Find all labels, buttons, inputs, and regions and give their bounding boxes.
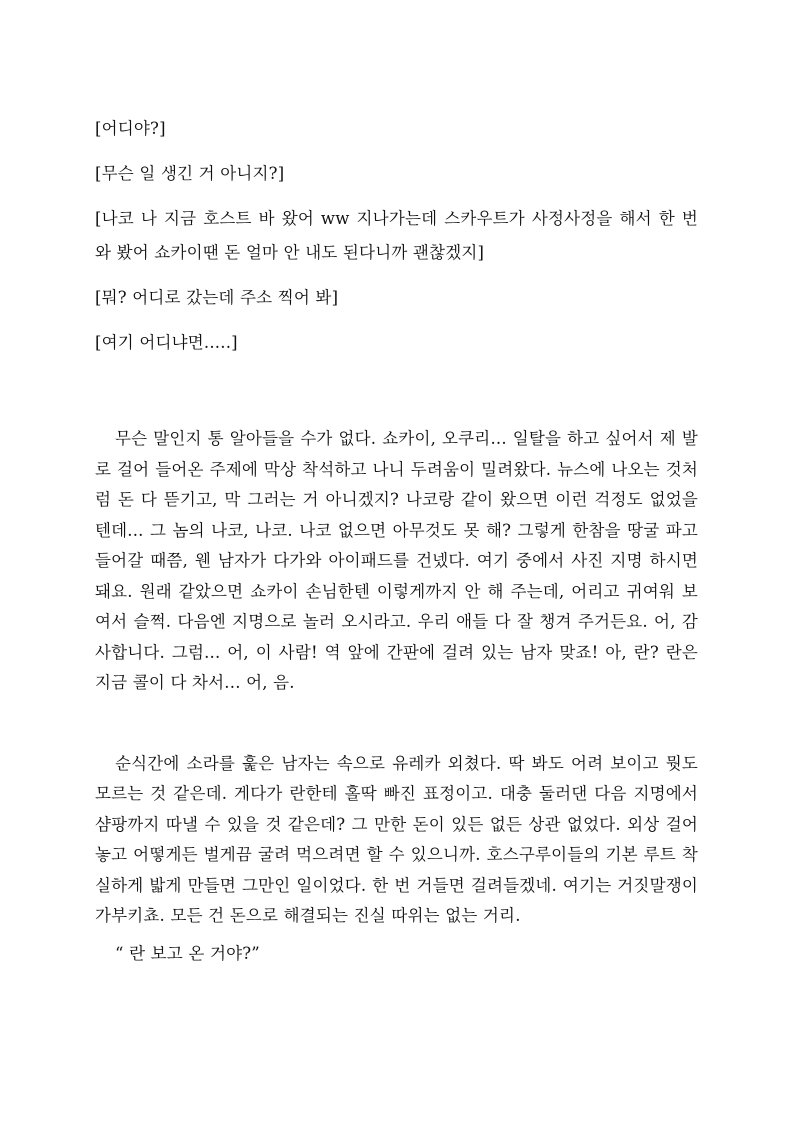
chat-message-4: [뭐? 어디로 갔는데 주소 찍어 봐] xyxy=(95,288,339,307)
paragraph-spacer xyxy=(95,371,698,424)
narrative-paragraph-2: 순식간에 소라를 훑은 남자는 속으로 유레카 외쳤다. 딱 봐도 어려 보이고 뭣도 모르는 것 같은데. 게다가 란한테 홀딱 빠진 표정이고. 대충 둘러댄 다음 지명에서 샴팡까지 따낼 수 있을 것 같은데? 그 만한 돈이 있든 없든 상관 없었다. 외상 걸어 놓고 어떻게든 벌게끔 굴려 먹으려면 할 수 있으니까. 호스구루이들의 기본 루트 착실하게 밟게 만들면 그만인 일이었다. 한 번 거들면 걸려들겠네. 여기는 거짓말쟁이 가부키쵸. 모든 건 돈으로 해결되는 진실 따위는 없는 거리. xyxy=(95,753,698,925)
narrative-paragraph-1: 무슨 말인지 통 알아들을 수가 없다. 쇼카이, 오쿠리... 일탈을 하고 싶어서 제 발로 걸어 들어온 주제에 막상 착석하고 나니 두려움이 밀려왔다. 뉴스에 나오는 것처럼 돈 다 뜯기고, 막 그러는 거 아니겠지? 나코랑 같이 왔으면 이런 걱정도 없었을 텐데... 그 놈의 나코, 나코. 나코 없으면 아무것도 못 해? 그렇게 한참을 땅굴 파고 들어갈 때쯤, 웬 남자가 다가와 아이패드를 건넸다. 여기 중에서 사진 지명 하시면 돼요. 원래 같았으면 쇼카이 손님한텐 이렇게까지 안 해 주는데, 어리고 귀여워 보여서 슬쩍. 다음엔 지명으로 놀러 오시라고. 우리 애들 다 잘 챙겨 주거든요. 어, 감사합니다. 그럼... 어, 이 사람! 역 앞에 간판에 걸려 있는 남자 맞죠! 아, 란? 란은 지금 콜이 다 차서... 어, 음. xyxy=(95,429,698,692)
chat-message-2: [무슨 일 생긴 거 아니지?] xyxy=(95,164,285,183)
paragraph-spacer xyxy=(95,699,698,749)
chat-message-5: [여기 어디냐면.....] xyxy=(95,333,238,352)
chat-message-1: [어디야?] xyxy=(95,119,166,138)
dialog-line: “ 란 보고 온 거야?” xyxy=(115,943,260,963)
chat-message-3: [나코 나 지금 호스트 바 왔어 ww 지나가는데 스카우트가 사정사정을 해서 한 번 와 봤어 쇼카이땐 돈 얼마 안 내도 된다니까 괜찮겠지] xyxy=(95,209,698,262)
